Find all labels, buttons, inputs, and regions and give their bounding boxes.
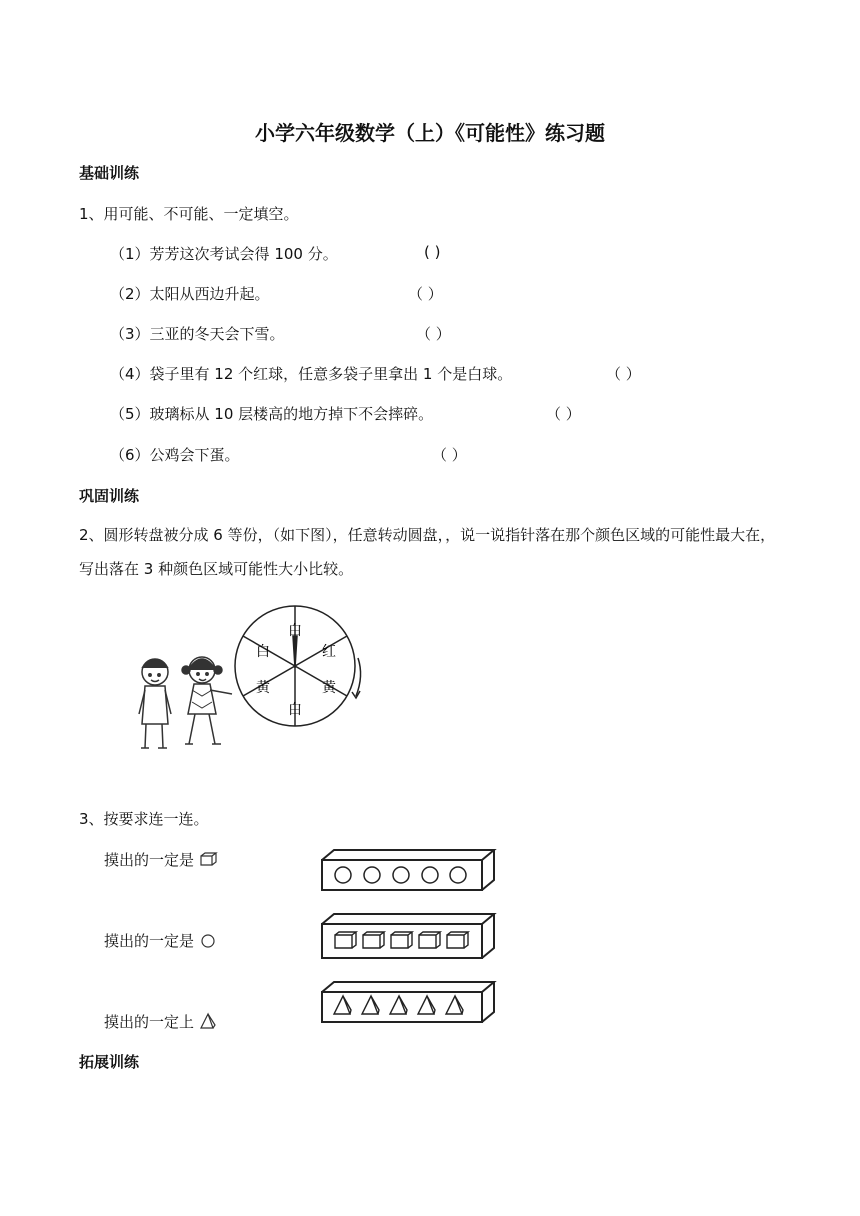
- q1-blank-3[interactable]: （ ）: [416, 325, 451, 343]
- section-extend: 拓展训练: [79, 1053, 140, 1071]
- boxes-illustration: [306, 838, 518, 1030]
- cube-icon: [199, 851, 219, 867]
- q1-stem: 1、用可能、不可能、一定填空。: [79, 205, 299, 223]
- q3-left-item-3[interactable]: [104, 1011, 219, 1032]
- spinner-illustration: [122, 598, 372, 763]
- q3-left-item-2[interactable]: [104, 930, 217, 951]
- sphere-icon: [199, 932, 217, 948]
- q3-left-item-2-text: 摸出的一定是: [104, 932, 195, 950]
- wheel-label-top: 白: [288, 623, 302, 639]
- q3-left-item-1-text: 摸出的一定是: [104, 851, 195, 869]
- wheel-label-lower-right: 黄: [322, 680, 336, 696]
- wheel-label-upper-right: 红: [322, 644, 336, 660]
- box-pyramids: [322, 982, 494, 1022]
- boy-figure: [139, 659, 171, 748]
- wheel-label-bottom: 白: [288, 702, 302, 718]
- q1-blank-5[interactable]: （ ）: [546, 405, 581, 423]
- section-consolidate: 巩固训练: [79, 487, 140, 505]
- q1-blank-4[interactable]: （ ）: [606, 365, 641, 383]
- page-title: 小学六年级数学（上）《可能性》练习题: [255, 121, 605, 145]
- q1-item-3: （3）三亚的冬天会下雪。: [110, 325, 285, 343]
- girl-figure: [182, 657, 232, 744]
- q1-item-1: （1）芳芳这次考试会得 100 分。: [110, 245, 338, 263]
- q1-blank-1[interactable]: ( ): [424, 243, 441, 261]
- wheel-label-upper-left: 白: [256, 644, 270, 660]
- q1-item-4: （4）袋子里有 12 个红球，任意多袋子里拿出 1 个是白球。: [110, 365, 513, 383]
- q1-item-6: （6）公鸡会下蛋。: [110, 446, 240, 464]
- q1-item-2: （2）太阳从西边升起。: [110, 285, 270, 303]
- q3-left-item-3-text: 摸出的一定上: [104, 1013, 195, 1031]
- q1-blank-2[interactable]: （ ）: [408, 285, 443, 303]
- wheel-label-lower-left: 黄: [256, 680, 270, 696]
- box-cubes: [322, 914, 494, 958]
- q3-stem: 3、按要求连一连。: [79, 810, 209, 828]
- q1-blank-6[interactable]: （ ）: [432, 446, 467, 464]
- q1-item-5: （5）玻璃标从 10 层楼高的地方掉下不会摔碎。: [110, 405, 434, 423]
- q2-stem: 2、圆形转盘被分成 6 等份，（如下图），任意转动圆盘，，说一说指针落在那个颜色区域的可能性最大在，写出落在 3 种颜色区域可能性大小比较。: [79, 526, 776, 578]
- box-circles: [322, 850, 494, 890]
- q3-left-item-1[interactable]: [104, 849, 219, 870]
- section-basic: 基础训练: [79, 164, 140, 182]
- pyramid-icon: [199, 1012, 219, 1030]
